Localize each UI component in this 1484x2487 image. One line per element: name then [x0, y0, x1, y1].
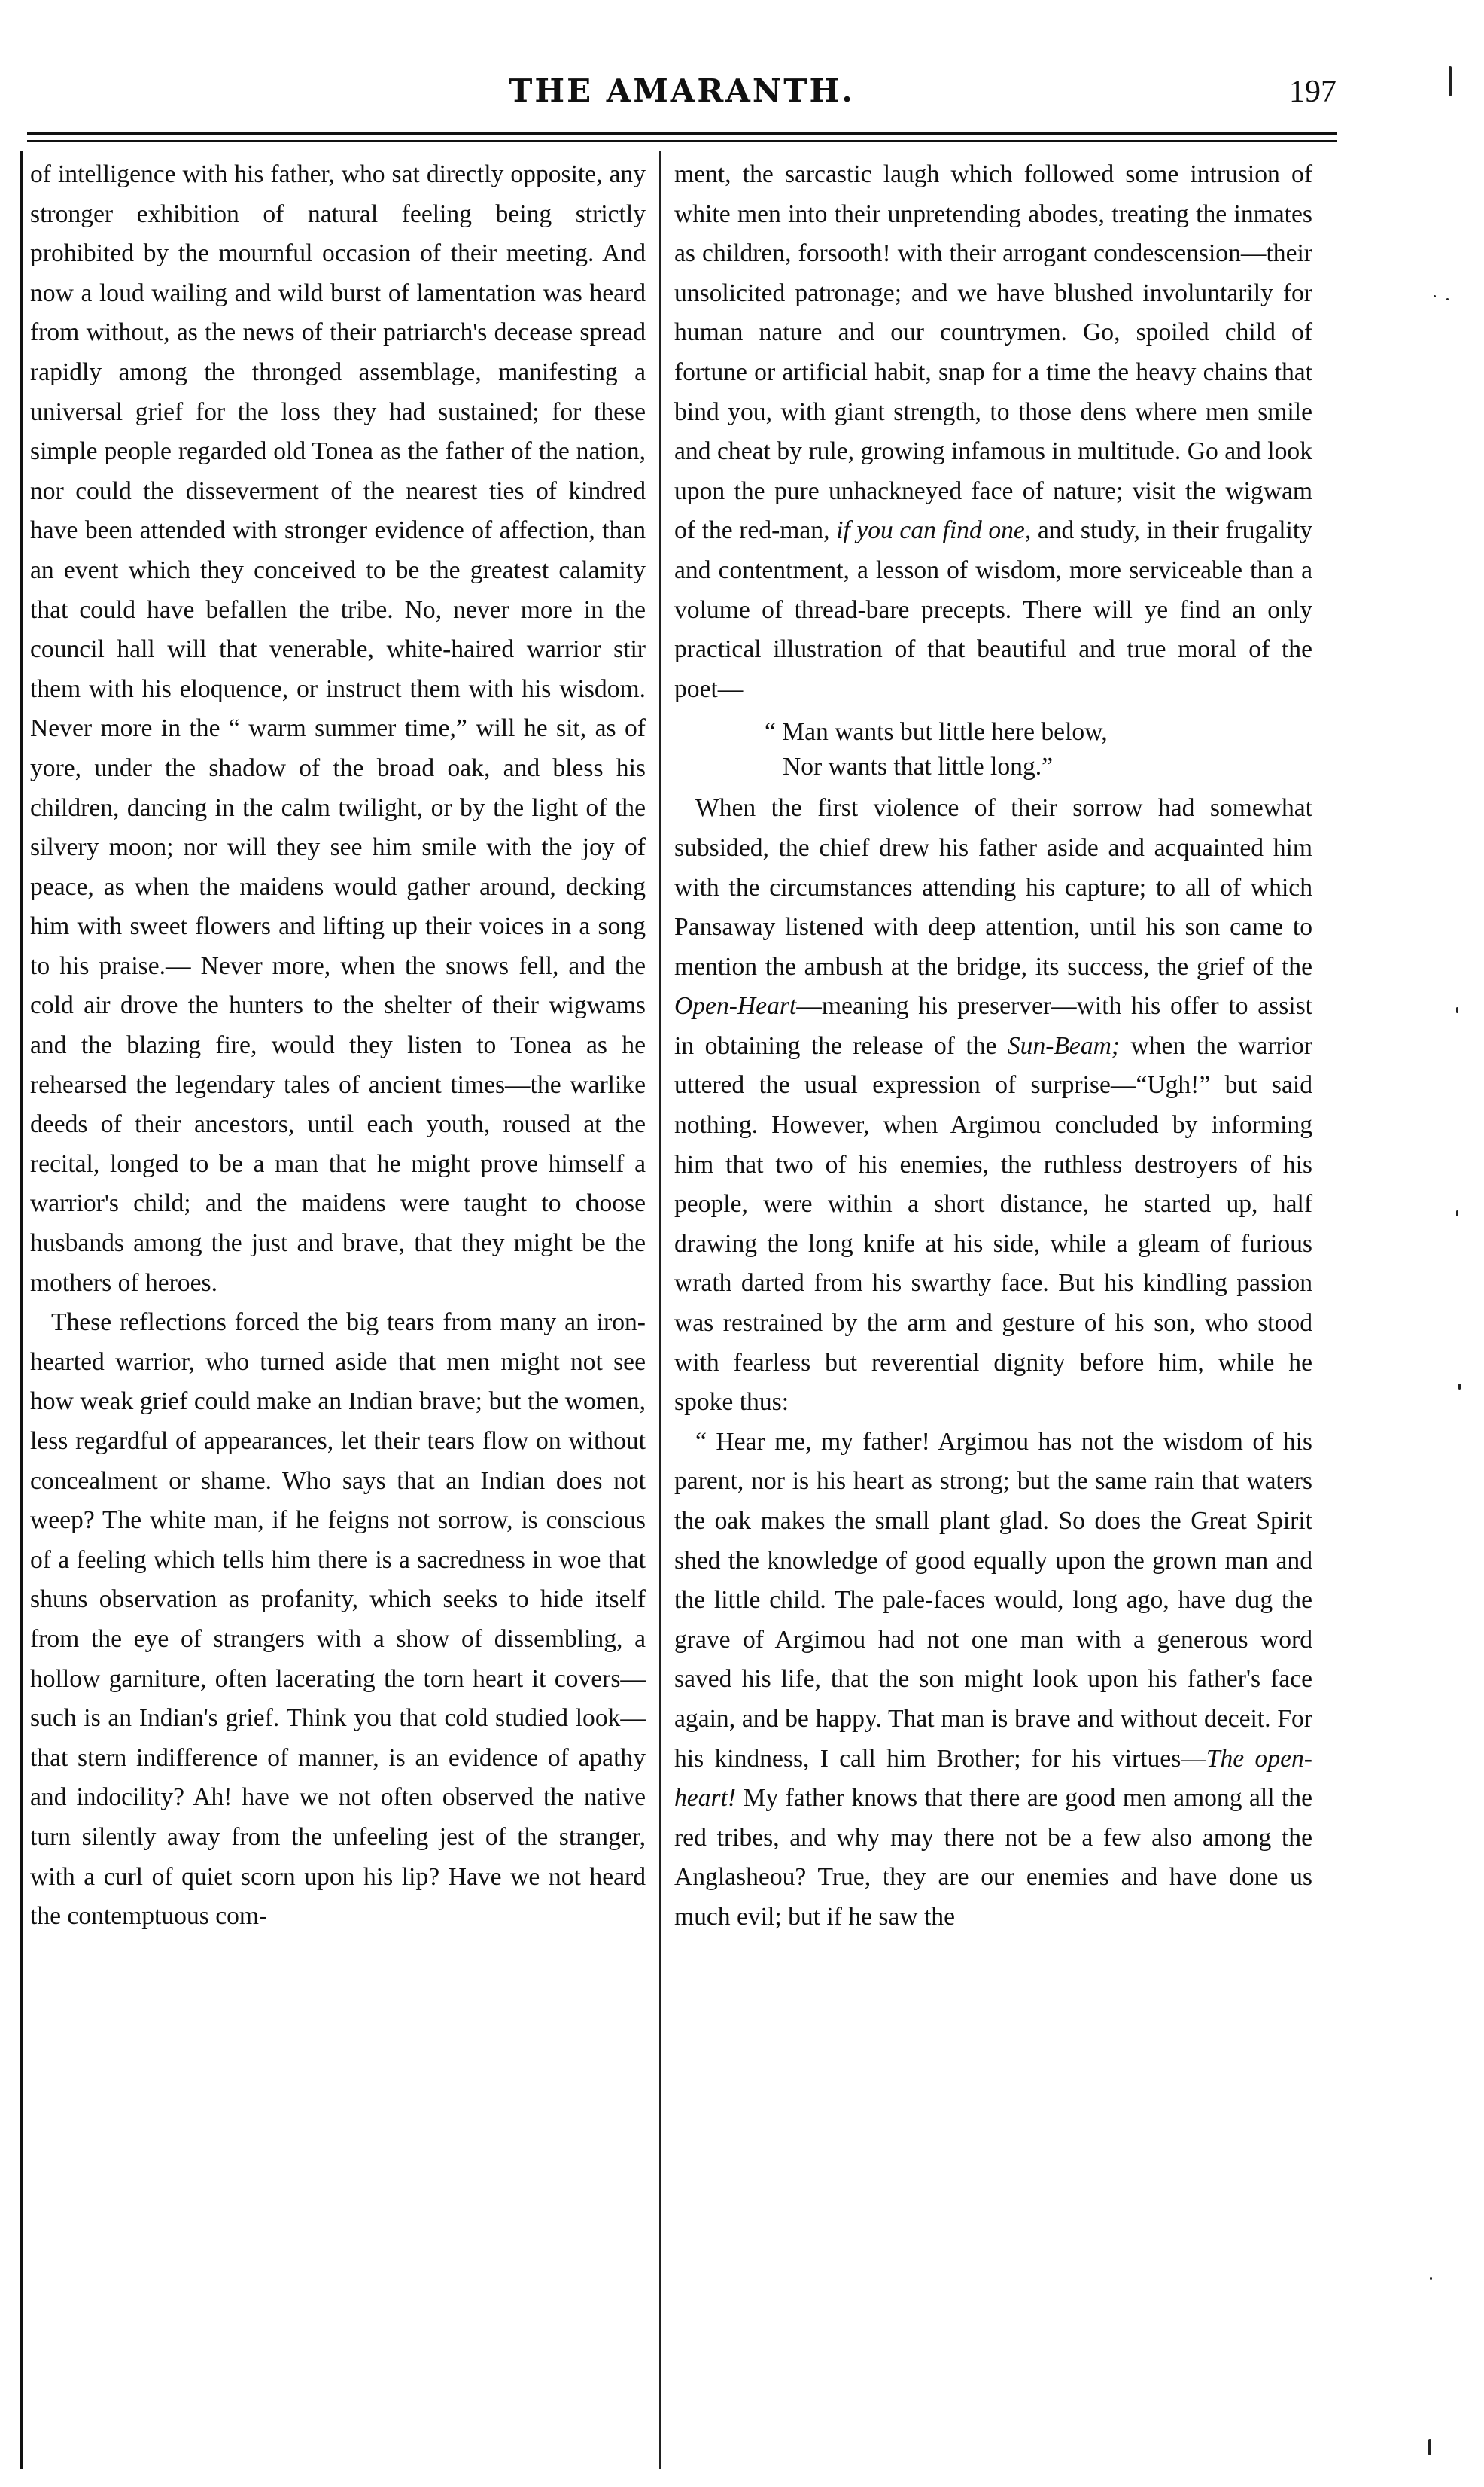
page-number: 197: [1289, 75, 1337, 109]
scan-mark: [1456, 1007, 1458, 1013]
scan-mark: [1428, 2439, 1431, 2455]
italic-phrase: if you can find one,: [836, 516, 1032, 545]
paragraph: of intelligence with his father, who sat directly opposite, any stronger exhibition of natural feeling being strictly prohibited by the mournful occasion of their meeting. And now a loud wailing and wild burst of lamentation was heard from without, as the news of their patriarch's decease spread rapidly among the thronged assemblage, manifesting a universal grief for the loss they had sustained; for these simple people regarded old Tonea as the father of the nation, nor could the disseverment of the nearest ties of kindred have been attended with stronger evidence of affection, than an event which they conceived to be the greatest calamity that could have befallen the tribe. No, never more in the council hall will that venerable, white-haired warrior stir them with his eloquence, or instruct them with his wisdom. Never more in the “ warm summer time,” will he sit, as of yore, under the shadow of the broad oak, and bless his children, dancing in the calm twilight, or by the light of the silvery moon; nor will they see him smile with the joy of peace, as when the maidens would gather around, decking him with sweet flowers and lifting up their voices in a song to his praise.— Never more, when the snows fell, and the cold air drove the hunters to the shelter of their wigwams and the blazing fire, would they listen to Tonea as he rehearsed the legendary tales of ancient times—the warlike deeds of their ancestors, until each youth, roused at the recital, longed to be a man that he might prove himself a warrior's child; and the maidens were taught to choose husbands among the just and brave, that they might be the mothers of heroes.: [30, 160, 646, 1297]
left-column: [30, 155, 646, 1937]
paragraph: [674, 789, 1312, 1423]
poem-quotation: [674, 715, 1312, 784]
text-run: ment, the sarcastic laugh which followed some intrusion of white men into their unpretending abodes, treating the inmates as children, forsooth! with their arrogant condescension—their unsolicited patronage; and we have blushed involuntarily for human nature and our countrymen. Go, spoiled child of fortune or artificial habit, snap for a time the heavy chains that bind you, with giant strength, to those dens where men smile and cheat by rule, growing infamous in multitude. Go and look upon the pure unhackneyed face of nature; visit the wigwam of the red-man,: [674, 160, 1312, 545]
text-run: When the first violence of their sorrow had somewhat subsided, the chief drew his father aside and acquainted him with the circumstances attending his capture; to all of which Pansaway listened with deep attention, until his son came to mention the ambush at the bridge, its success, the grief of the: [674, 794, 1312, 981]
scan-mark: [1430, 2277, 1432, 2280]
header-rule-thick: [27, 132, 1337, 135]
running-head: [27, 72, 1337, 125]
header-rule-thin: [27, 140, 1337, 142]
paragraph: [674, 155, 1312, 709]
scan-mark: [1458, 1384, 1461, 1390]
italic-phrase: The open-heart!: [674, 1744, 1312, 1813]
binding-edge: [20, 151, 23, 2469]
scan-mark: [1456, 1210, 1458, 1216]
text-run: My father knows that there are good men among all the red tribes, and why may there not be a few also among the Anglasheou? True, they are our enemies and have done us much evil; but if he saw the: [674, 1784, 1312, 1931]
scan-mark: [1449, 66, 1452, 96]
poem-line: “ Man wants but little here below,: [765, 718, 1108, 747]
paragraph: [674, 1423, 1312, 1938]
column-divider: [659, 151, 661, 2469]
text-run: “ Hear me, my father! Argimou has not the wisdom of his parent, nor is his heart as strong; but the same rain that waters the oak makes the small plant glad. So does the Great Spirit shed the knowledge of good equally upon the grown man and the little child. The pale-faces would, long ago, have dug the grave of Argimou had not one man with a generous word saved his life, that the son might look upon his father's face again, and be happy. That man is brave and without deceit. For his kindness, I call him Brother; for his virtues—: [674, 1427, 1312, 1773]
scan-mark: [1434, 295, 1436, 297]
text-run: —meaning his preserver—with his offer to assist in obtaining the release of the: [674, 992, 1312, 1060]
italic-name: Sun-Beam;: [1007, 1031, 1121, 1060]
journal-title: THE AMARANTH.: [509, 72, 855, 109]
text-run: when the warrior uttered the usual expression of surprise—“Ugh!” but said nothing. However, when Argimou concluded by informing him that two of his enemies, the ruthless destroyers of his people, were within a short distance, he started up, half drawing the long knife at his side, while a gleam of furious wrath darted from his swarthy face. But his kindling passion was restrained by the arm and gesture of his son, who stood with fearless but reverential dignity before him, while he spoke thus:: [674, 1031, 1312, 1417]
paragraph: These reflections forced the big tears from many an iron-hearted warrior, who turned aside that men might not see how weak grief could make an Indian brave; but the women, less regardful of appearances, let their tears flow on without concealment or shame. Who says that an Indian does not weep? The white man, if he feigns not sorrow, is conscious of a feeling which tells him there is a sacredness in woe that shuns observation as profanity, which seeks to hide itself from the eye of strangers with a show of dissembling, a hollow garniture, often lacerating the torn heart it covers—such is an Indian's grief. Think you that cold studied look—that stern indifference of manner, is an evidence of apathy and indocility? Ah! have we not often observed the native turn silently away from the unfeeling jest of the stranger, with a curl of quiet scorn upon his lip? Have we not heard the contemptuous com-: [30, 1308, 646, 1931]
right-column: [674, 155, 1312, 1938]
poem-line: Nor wants that little long.”: [783, 753, 1054, 781]
scan-mark: [1446, 298, 1449, 300]
text-run: and study, in their frugality and contentment, a lesson of wisdom, more serviceable than a volume of thread-bare precepts. There will ye find an only practical illustration of that beautiful and true moral of the poet—: [674, 516, 1312, 703]
italic-name: Open-Heart: [674, 992, 797, 1021]
